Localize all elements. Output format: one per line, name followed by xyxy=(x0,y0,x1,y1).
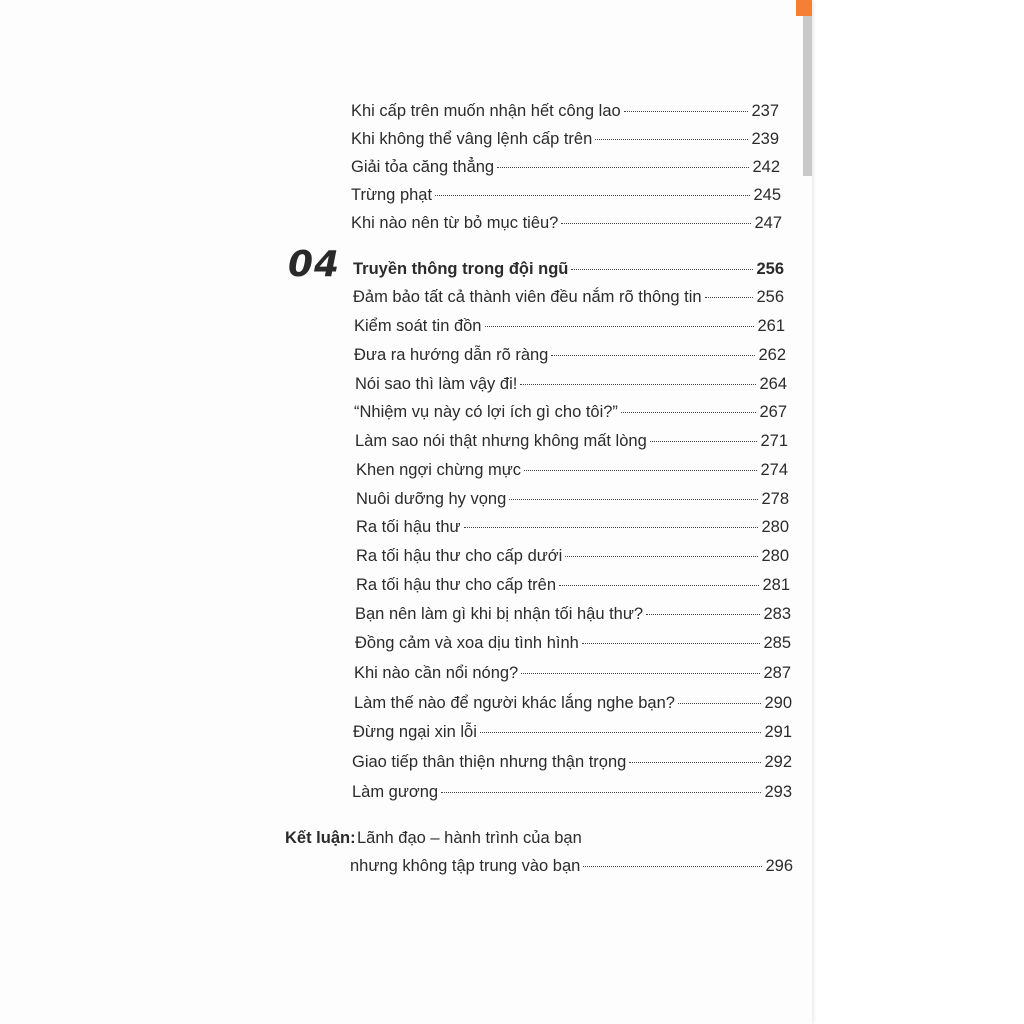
dot-leader xyxy=(629,762,761,763)
dot-leader xyxy=(480,732,762,733)
toc-entry xyxy=(354,692,792,714)
conclusion-page: 296 xyxy=(765,857,793,875)
dot-leader xyxy=(551,355,755,356)
toc-entry-page: 239 xyxy=(751,130,779,148)
conclusion-title-line2: nhưng không tập trung vào bạn xyxy=(350,857,581,875)
toc-entry-title: Đảm bảo tất cả thành viên đều nắm rõ thông tin xyxy=(353,288,702,306)
toc-entry-title: Làm sao nói thật nhưng không mất lòng xyxy=(355,432,647,450)
toc-entry-page: 290 xyxy=(764,694,792,712)
toc-entry xyxy=(351,212,782,234)
toc-entry-title: Làm thế nào để người khác lắng nghe bạn? xyxy=(354,694,675,712)
toc-entry-page: 237 xyxy=(751,102,779,120)
toc-entry-page: 278 xyxy=(761,490,789,508)
dot-leader xyxy=(485,326,755,327)
toc-entry xyxy=(351,100,779,122)
toc-entry xyxy=(355,430,788,452)
dot-leader xyxy=(497,167,749,168)
chapter-page: 256 xyxy=(756,260,784,278)
dot-leader xyxy=(520,384,756,385)
toc-entry-title: Khi không thể vâng lệnh cấp trên xyxy=(351,130,593,148)
toc-entry xyxy=(354,344,786,366)
dot-leader xyxy=(571,269,753,270)
dot-leader xyxy=(509,499,758,500)
toc-entry-title: Đưa ra hướng dẫn rõ ràng xyxy=(354,346,549,364)
toc-entry-page: 264 xyxy=(759,375,787,393)
conclusion-label: Kết luận: xyxy=(285,829,356,847)
toc-entry xyxy=(356,545,789,567)
toc-entry-page: 293 xyxy=(764,783,792,801)
dot-leader xyxy=(524,470,757,471)
dot-leader xyxy=(621,412,757,413)
dot-leader xyxy=(435,195,750,196)
toc-entry-page: 274 xyxy=(760,461,788,479)
toc-entry-page: 283 xyxy=(763,605,791,623)
toc-entry xyxy=(354,315,785,337)
toc-entry xyxy=(355,603,791,625)
dot-leader xyxy=(521,673,760,674)
toc-entry-page: 267 xyxy=(759,403,787,421)
dot-leader xyxy=(441,792,761,793)
dot-leader xyxy=(705,297,754,298)
toc-entry-title: Trừng phạt xyxy=(351,186,433,204)
dot-leader xyxy=(464,527,759,528)
toc-entry-page: 291 xyxy=(764,723,792,741)
dot-leader xyxy=(561,223,751,224)
dot-leader xyxy=(678,703,762,704)
toc-entry-page: 245 xyxy=(753,186,781,204)
toc-entry xyxy=(354,401,787,423)
toc-entry xyxy=(356,574,790,596)
toc-entry xyxy=(356,459,788,481)
toc-entry-title: Khi cấp trên muốn nhận hết công lao xyxy=(351,102,621,120)
toc-entry-page: 271 xyxy=(760,432,788,450)
toc-entry-title: Đừng ngại xin lỗi xyxy=(353,723,477,741)
toc-entry xyxy=(356,516,789,538)
toc-entry-page: 280 xyxy=(761,547,789,565)
toc-entry xyxy=(352,781,792,803)
toc-entry-page: 262 xyxy=(758,346,786,364)
toc-entry xyxy=(356,488,789,510)
toc-entry-page: 280 xyxy=(761,518,789,536)
dot-leader xyxy=(565,556,758,557)
toc-entry-page: 287 xyxy=(763,664,791,682)
toc-entry-title: Nuôi dưỡng hy vọng xyxy=(356,490,507,508)
toc-entry-title: Làm gương xyxy=(352,783,439,801)
toc-entry-page: 281 xyxy=(762,576,790,594)
toc-entry-title: Khi nào nên từ bỏ mục tiêu? xyxy=(351,214,559,232)
edge-color-tab xyxy=(796,0,812,16)
dot-leader xyxy=(624,111,749,112)
toc-entry xyxy=(353,721,792,743)
toc-entry-title: Bạn nên làm gì khi bị nhận tối hậu thư? xyxy=(355,605,644,623)
toc-entry-page: 247 xyxy=(754,214,782,232)
toc-entry-title: Ra tối hậu thư xyxy=(356,518,461,536)
toc-entry xyxy=(351,156,780,178)
dot-leader xyxy=(650,441,758,442)
toc-entry-page: 261 xyxy=(757,317,785,335)
chapter-number: 04 xyxy=(288,244,341,285)
toc-entry xyxy=(352,751,792,773)
dot-leader xyxy=(595,139,748,140)
conclusion-entry xyxy=(350,855,793,877)
toc-entry-title: Kiểm soát tin đồn xyxy=(354,317,482,335)
toc-entry-page: 242 xyxy=(752,158,780,176)
dot-leader xyxy=(583,866,762,867)
toc-entry-page: 285 xyxy=(763,634,791,652)
chapter-title-entry xyxy=(353,258,784,280)
dot-leader xyxy=(646,614,760,615)
toc-entry-title: Khen ngợi chừng mực xyxy=(356,461,521,479)
toc-entry xyxy=(354,662,791,684)
toc-entry-title: Khi nào cần nổi nóng? xyxy=(354,664,519,682)
dot-leader xyxy=(559,585,759,586)
toc-entry xyxy=(355,632,791,654)
edge-gray-strip xyxy=(803,16,812,176)
conclusion-title-line1: Lãnh đạo – hành trình của bạn xyxy=(357,829,582,847)
toc-entry xyxy=(353,286,784,308)
toc-entry-title: Nói sao thì làm vậy đi! xyxy=(355,375,518,393)
toc-entry-title: Đồng cảm và xoa dịu tình hình xyxy=(355,634,579,652)
toc-entry-title: Giao tiếp thân thiện nhưng thận trọng xyxy=(352,753,627,771)
toc-entry-title: Giải tỏa căng thẳng xyxy=(351,158,495,176)
chapter-title: Truyền thông trong đội ngũ xyxy=(353,260,569,278)
toc-entry-title: Ra tối hậu thư cho cấp trên xyxy=(356,576,556,594)
toc-entry xyxy=(351,128,779,150)
toc-entry-title: “Nhiệm vụ này có lợi ích gì cho tôi?” xyxy=(354,403,618,421)
toc-entry xyxy=(355,373,787,395)
toc-entry xyxy=(351,184,781,206)
toc-entry-page: 292 xyxy=(764,753,792,771)
dot-leader xyxy=(582,643,761,644)
toc-entry-page: 256 xyxy=(756,288,784,306)
toc-entry-title: Ra tối hậu thư cho cấp dưới xyxy=(356,547,563,565)
